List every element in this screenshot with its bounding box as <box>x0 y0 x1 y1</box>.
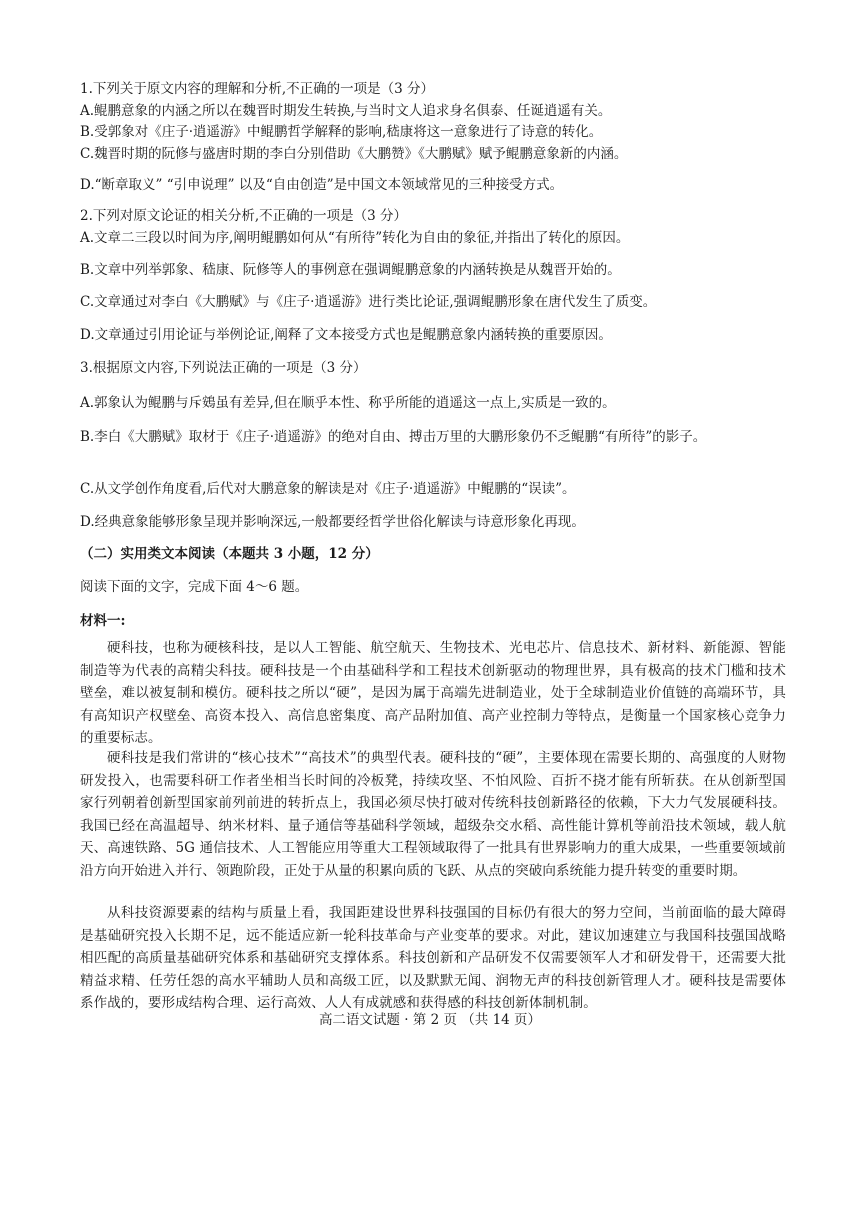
question-1-option-a: A.鲲鹏意象的内涵之所以在魏晋时期发生转换,与当时文人追求身名俱泰、任诞逍遥有关。 <box>80 103 612 119</box>
question-3-option-d: D.经典意象能够形象呈现并影响深远,一般都要经哲学世俗化解读与诗意形象化再现。 <box>80 514 585 530</box>
question-1-option-c: C.魏晋时期的阮修与盛唐时期的李白分别借助《大鹏赞》《大鹏赋》赋予鲲鹏意象新的内涵。 <box>80 146 628 162</box>
question-2-option-a: A.文章二三段以时间为序,阐明鲲鹏如何从“有所待”转化为自由的象征,并指出了转化的原因。 <box>80 230 630 246</box>
material-paragraph-2: 硬科技是我们常讲的“核心技术”“高技术”的典型代表。硬科技的“硬”，主要体现在需要长期的、高强度的人财物研发投入，也需要科研工作者坐相当长时间的冷板凳，持续攻坚、不怕风险、百折不挠才能有所斩获。在从创新型国家行列朝着创新型国家前列前进的转折点上，我国必须尽快打破对传统科技创新路径的依赖，下大力气发展硬科技。我国已经在高温超导、纳米材料、量子通信等基础科学领域，超级杂交水稻、高性能计算机等前沿技术领域，载人航天、高速铁路、5G 通信技术、人工智能应用等重大工程领域取得了一批具有世界影响力的重大成果，一些重要领域前沿方向开始进入并行、领跑阶段，正处于从量的积累向质的飞跃、从点的突破向系统能力提升转变的重要时期。 <box>80 750 786 879</box>
question-3-option-c: C.从文学创作角度看,后代对大鹏意象的解读是对《庄子·逍遥游》中鲲鹏的“误读”。 <box>80 481 576 497</box>
material-label: 材料一: <box>80 613 126 629</box>
question-2-option-c: C.文章通过对李白《大鹏赋》与《庄子·逍遥游》进行类比论证,强调鲲鹏形象在唐代发生了质变。 <box>80 294 657 310</box>
question-2-option-b: B.文章中列举郭象、嵇康、阮修等人的事例意在强调鲲鹏意象的内涵转换是从魏晋开始的。 <box>80 262 621 278</box>
section-heading: （二）实用类文本阅读（本题共 3 小题，12 分） <box>80 546 379 562</box>
material-paragraph-1: 硬科技，也称为硬核科技，是以人工智能、航空航天、生物技术、光电芯片、信息技术、新材料、新能源、智能制造等为代表的高精尖科技。硬科技是一个由基础科学和工程技术创新驱动的物理世界，具有极高的技术门槛和技术壁垒，难以被复制和模仿。硬科技之所以“硬”，是因为属于高端先进制造业，处于全球制造业价值链的高端环节，具有高知识产权壁垒、高资本投入、高信息密集度、高产品附加值、高产业控制力等特点，是衡量一个国家核心竞争力的重要标志。 <box>80 640 786 746</box>
question-3-stem: 3.根据原文内容,下列说法正确的一项是（3 分） <box>80 360 367 376</box>
question-1-option-d: D.“断章取义” “引申说理” 以及“自由创造”是中国文本领域常见的三种接受方式。 <box>80 177 564 193</box>
question-2-stem: 2.下列对原文论证的相关分析,不正确的一项是（3 分） <box>80 208 408 224</box>
question-3-option-b: B.李白《大鹏赋》取材于《庄子·逍遥游》的绝对自由、搏击万里的大鹏形象仍不乏鲲鹏“有所待”的影子。 <box>80 429 707 445</box>
question-3-option-a: A.郭象认为鲲鹏与斥鴳虽有差异,但在顺乎本性、称乎所能的逍遥这一点上,实质是一致的。 <box>80 395 616 411</box>
page-footer: 高二语文试题 · 第 2 页 （共 14 页） <box>318 1012 542 1028</box>
question-2-option-d: D.文章通过引用论证与举例论证,阐释了文本接受方式也是鲲鹏意象内涵转换的重要原因。 <box>80 327 612 343</box>
question-1-option-b: B.受郭象对《庄子·逍遥游》中鲲鹏哲学解释的影响,嵇康将这一意象进行了诗意的转化。 <box>80 124 603 140</box>
question-1-stem: 1.下列关于原文内容的理解和分析,不正确的一项是（3 分） <box>80 81 435 97</box>
material-paragraph-3: 从科技资源要素的结构与质量上看，我国距建设世界科技强国的目标仍有很大的努力空间，当前面临的最大障碍是基础研究投入长期不足，远不能适应新一轮科技革命与产业变革的要求。对此，建议加速建立与我国科技强国战略相匹配的高质量基础研究体系和基础研究支撑体系。科技创新和产品研发不仅需要领军人才和研发骨干，还需要大批精益求精、任劳任怨的高水平辅助人员和高级工匠，以及默默无闻、润物无声的科技创新管理人才。硬科技是需要体系作战的，要形成结构合理、运行高效、人人有成就感和获得感的科技创新体制机制。 <box>80 905 786 1011</box>
reading-instruction: 阅读下面的文字，完成下面 4～6 题。 <box>80 579 309 595</box>
